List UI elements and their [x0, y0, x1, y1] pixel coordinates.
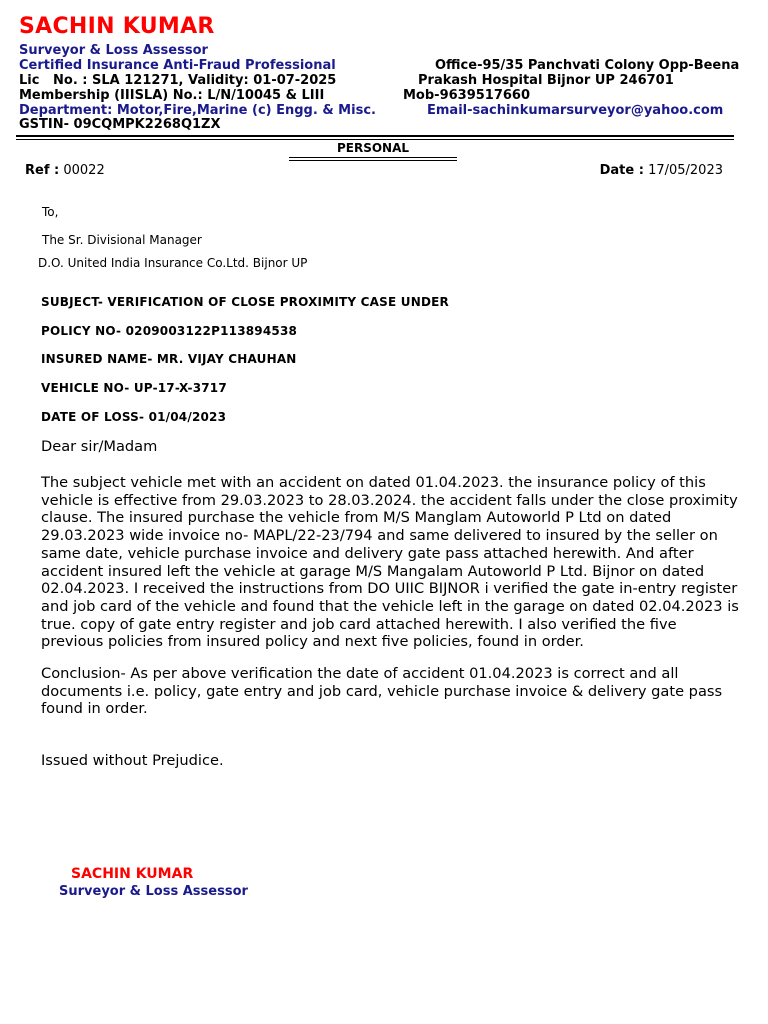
letterhead-gstin: GSTIN- 09CQMPK2268Q1ZX [19, 117, 221, 132]
email-address: Email-sachinkumarsurveyor@yahoo.com [427, 103, 724, 118]
personal-underline [289, 157, 457, 158]
letterhead-license: Lic No. : SLA 121271, Validity: 01-07-2025 [19, 73, 337, 88]
letterhead-name: SACHIN KUMAR [19, 14, 215, 39]
letterhead-title: Surveyor & Loss Assessor [19, 43, 208, 58]
recipient-to: To, [42, 205, 59, 219]
vehicle-number: VEHICLE NO- UP-17-X-3717 [41, 381, 227, 395]
reference-value: 00022 [63, 163, 105, 178]
insured-name: INSURED NAME- MR. VIJAY CHAUHAN [41, 352, 297, 366]
body-paragraph: The subject vehicle met with an accident on dated 01.04.2023. the insurance policy of this vehicle is effective from 29.03.2023 to 28.03.2024. the accident falls under the close proximity clause. The insured purchase the vehicle from M/S Manglam Autoworld P Ltd on dated 29.03.2023 wide invoice no- MAPL/22-23/794 and same delivered to insured by the seller on same date, vehicle purchase invoice and delivery gate pass attached herewith. And after accident insured left the vehicle at garage M/S Mangalam Autoworld P Ltd. Bijnor on dated 02.04.2023. I received the instructions from DO UIIC BIJNOR i verified the gate in-entry register and job card of the vehicle and found that the vehicle left in the garage on dated 02.04.2023 is true. copy of gate entry register and job card attached herewith. I also verified the five previous policies from insured policy and next five policies, found in order. [41, 474, 739, 651]
date-of-loss: DATE OF LOSS- 01/04/2023 [41, 410, 227, 424]
date-value: 17/05/2023 [648, 163, 723, 178]
mobile-number: Mob-9639517660 [403, 88, 531, 103]
letterhead-membership: Membership (IIISLA) No.: L/N/10045 & LIII [19, 88, 325, 103]
closing-remark: Issued without Prejudice. [41, 752, 224, 769]
reference-number [25, 163, 105, 178]
policy-number: POLICY NO- 0209003122P113894538 [41, 324, 298, 338]
office-address-line2: Prakash Hospital Bijnor UP 246701 [418, 73, 674, 88]
recipient-line1: The Sr. Divisional Manager [42, 233, 202, 247]
conclusion-paragraph: Conclusion- As per above verification the date of accident 01.04.2023 is correct and all documents i.e. policy, gate entry and job card, vehicle purchase invoice & delivery gate pass found in order. [41, 665, 723, 718]
personal-underline-double [289, 160, 457, 161]
recipient-line2: D.O. United India Insurance Co.Ltd. Bijnor UP [38, 256, 308, 270]
signature-name: SACHIN KUMAR [71, 866, 194, 882]
subject-line: SUBJECT- VERIFICATION OF CLOSE PROXIMITY CASE UNDER [41, 295, 449, 309]
office-address-line1: Office-95/35 Panchvati Colony Opp-Beena [435, 58, 740, 73]
personal-marking: PERSONAL [336, 141, 410, 155]
reference-label: Ref : [25, 163, 60, 178]
header-divider-thin [16, 139, 734, 140]
salutation: Dear sir/Madam [41, 438, 158, 455]
header-divider [16, 135, 734, 137]
letterhead-certification: Certified Insurance Anti-Fraud Professional [19, 58, 336, 73]
letter-date [600, 163, 723, 178]
signature-title: Surveyor & Loss Assessor [59, 884, 248, 899]
letterhead-department: Department: Motor,Fire,Marine (c) Engg. & Misc. [19, 103, 376, 118]
date-label: Date : [599, 163, 644, 178]
